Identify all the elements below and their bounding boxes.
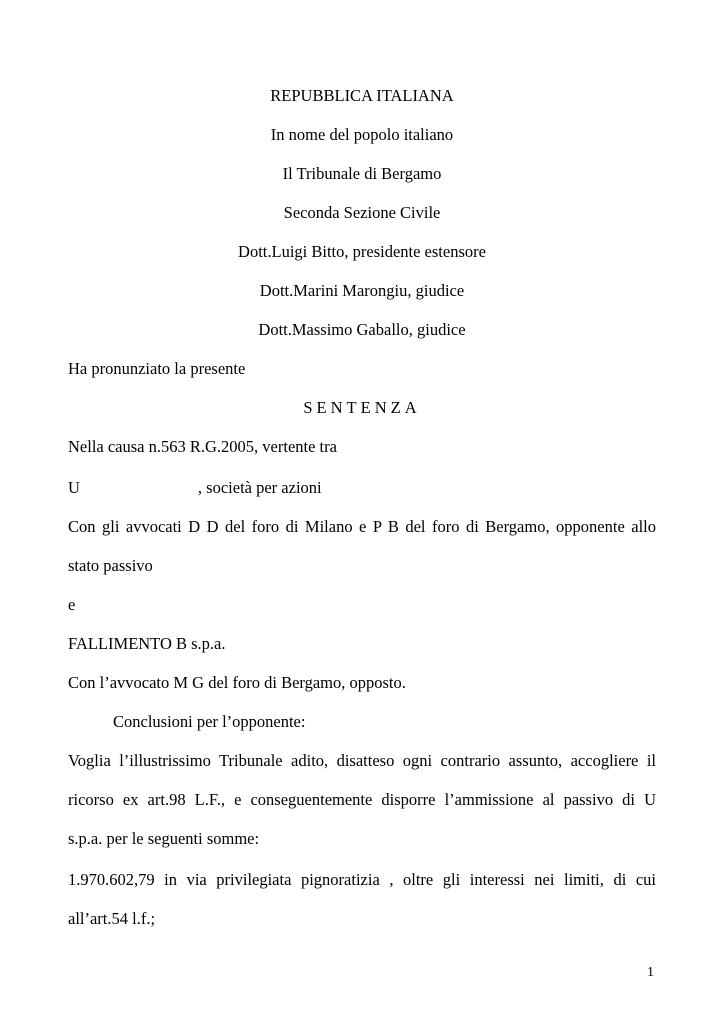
header-sezione: Seconda Sezione Civile <box>283 203 441 222</box>
para2-line-2: all’art.54 l.f.; <box>68 909 156 928</box>
party1-name: U <box>68 478 80 497</box>
sentenza-title <box>0 398 724 418</box>
party2-line: FALLIMENTO B s.p.a. <box>68 634 226 653</box>
conclusioni-heading: Conclusioni per l’opponente: <box>113 712 306 731</box>
header-giudice-1: Dott.Marini Marongiu, giudice <box>259 281 465 300</box>
page-number: 1 <box>647 965 654 980</box>
party2-lawyer-line: Con l’avvocato M G del foro di Bergamo, opposto. <box>68 673 406 692</box>
pronounced-line: Ha pronunziato la presente <box>68 359 246 378</box>
causa-line: Nella causa n.563 R.G.2005, vertente tra <box>68 437 337 456</box>
sentenza-text: SENTENZA <box>303 398 421 417</box>
header-giudice-2: Dott.Massimo Gaballo, giudice <box>258 320 466 339</box>
party1-line <box>68 478 322 498</box>
para1-line-1: Voglia l’illustrissimo Tribunale adito, disatteso ogni contrario assunto, accogliere il <box>68 751 656 770</box>
para2-line-1: 1.970.602,79 in via privilegiata pignoratizia , oltre gli interessi nei limiti, di cui <box>68 870 656 889</box>
para1-line-2: ricorso ex art.98 L.F., e conseguentemente disporre l’ammissione al passivo di U <box>68 790 656 809</box>
header-tribunale: Il Tribunale di Bergamo <box>282 164 442 183</box>
header-republic: REPUBBLICA ITALIANA <box>270 86 454 105</box>
lawyers-line-2: stato passivo <box>68 556 153 575</box>
party1-desc: , società per azioni <box>197 478 322 497</box>
lawyers-line-1: Con gli avvocati D D del foro di Milano e P B del foro di Bergamo, opponente allo <box>68 517 656 536</box>
conjunction: e <box>68 595 76 614</box>
header-popolo: In nome del popolo italiano <box>270 125 454 144</box>
para1-line-3: s.p.a. per le seguenti somme: <box>68 829 260 848</box>
header-presidente: Dott.Luigi Bitto, presidente estensore <box>238 242 486 261</box>
